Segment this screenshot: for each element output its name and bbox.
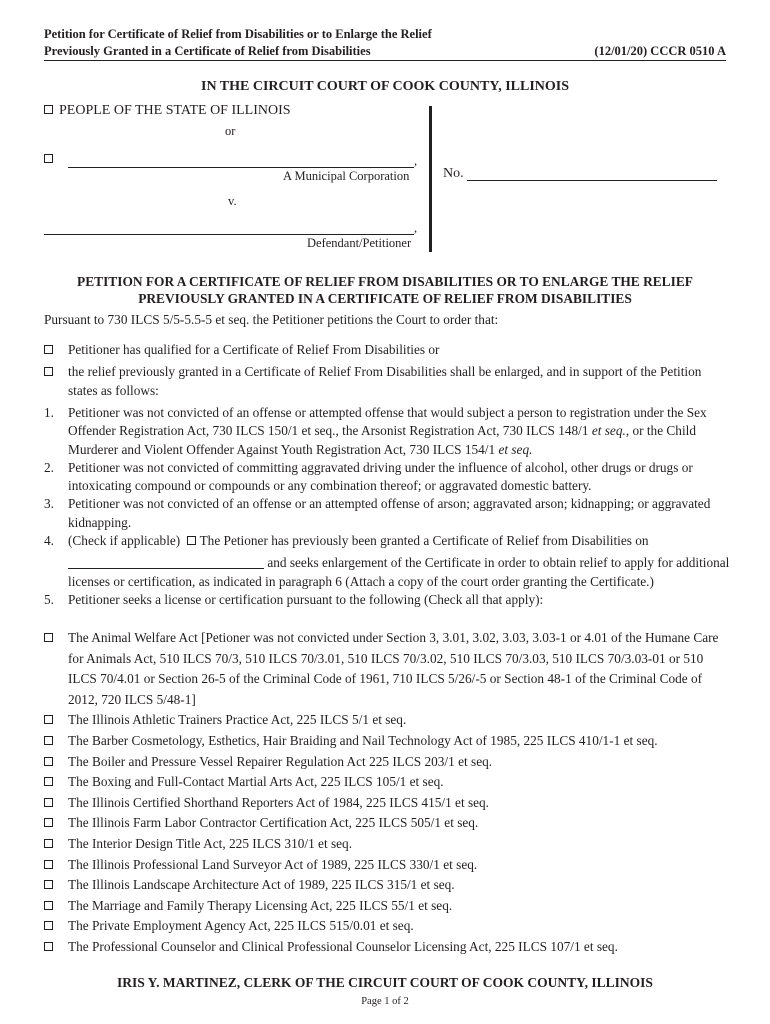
- item-4-text-b: and seeks enlargement of the Certificate in order to obtain relief to apply for additional licenses or certification, as indicated in paragraph 6 (Attach a copy of the court order granting the Certificate.): [68, 555, 730, 589]
- act-checkbox[interactable]: [44, 798, 53, 807]
- item-3-number: 3.: [44, 496, 54, 512]
- petition-options: [44, 340, 730, 401]
- act-label: The Professional Counselor and Clinical Professional Counselor Licensing Act, 225 ILCS 107/1 et seq.: [68, 938, 618, 954]
- act-checkbox[interactable]: [44, 860, 53, 869]
- item-4: [44, 532, 730, 591]
- item-4-number: 4.: [44, 533, 54, 549]
- act-label: The Illinois Farm Labor Contractor Certification Act, 225 ILCS 505/1 et seq.: [68, 815, 479, 831]
- act-label: The Illinois Athletic Trainers Practice Act, 225 ILCS 5/1 et seq.: [68, 712, 407, 728]
- item-1-et-seq: et seq.: [591, 423, 626, 439]
- act-checkbox[interactable]: [44, 901, 53, 910]
- item-1-text-b: , or the Child Murderer and Violent Offender Against Youth Registration Act, 730 ILCS 154/1: [68, 423, 696, 457]
- clerk-footer: IRIS Y. MARTINEZ, CLERK OF THE CIRCUIT COURT OF COOK COUNTY, ILLINOIS: [117, 975, 653, 990]
- header-divider: [44, 60, 726, 61]
- petition-title: [0, 273, 770, 307]
- case-number-label: No.: [443, 166, 464, 181]
- option-enlarge[interactable]: [44, 362, 730, 400]
- case-number-field[interactable]: [467, 180, 717, 181]
- people-label: PEOPLE OF THE STATE OF ILLINOIS: [59, 103, 291, 118]
- defendant-label: Defendant/Petitioner: [307, 236, 412, 250]
- act-checkbox[interactable]: [44, 715, 53, 724]
- form-title-line1: Petition for Certificate of Relief from Disabilities or to Enlarge the Relief: [44, 27, 432, 41]
- item-1-et-seq-2: et seq.: [498, 441, 533, 457]
- defendant-name-field[interactable]: [44, 234, 414, 235]
- option-qualified[interactable]: [44, 340, 730, 359]
- form-title: [44, 26, 432, 60]
- act-label: The Boiler and Pressure Vessel Repairer Regulation Act 225 ILCS 203/1 et seq.: [68, 753, 493, 769]
- caption-comma-2: ,: [414, 221, 418, 235]
- caption-divider: [429, 106, 432, 252]
- act-label: The Marriage and Family Therapy Licensing Act, 225 ILCS 55/1 et seq.: [68, 897, 453, 913]
- act-checkbox[interactable]: [44, 921, 53, 930]
- act-option[interactable]: [44, 896, 730, 917]
- act-option[interactable]: [44, 855, 730, 876]
- qualified-checkbox[interactable]: [44, 345, 53, 354]
- item-1: [44, 404, 730, 459]
- act-label: The Illinois Certified Shorthand Reporters Act of 1984, 225 ILCS 415/1 et seq.: [68, 794, 490, 810]
- act-option[interactable]: [44, 752, 730, 773]
- act-label: The Barber Cosmetology, Esthetics, Hair Braiding and Nail Technology Act of 1985, 225 ILCS 410/1-1 et seq.: [68, 732, 658, 748]
- petition-intro: Pursuant to 730 ILCS 5/5-5.5-5 et seq. the Petitioner petitions the Court to order that:: [44, 312, 499, 327]
- act-checkbox[interactable]: [44, 818, 53, 827]
- item-5-text: Petitioner seeks a license or certification pursuant to the following (Check all that apply):: [68, 591, 544, 607]
- act-option[interactable]: [44, 628, 730, 710]
- item-2-number: 2.: [44, 459, 54, 475]
- item-4-text-a: The Petioner has previously been granted a Certificate of Relief from Disabilities on: [199, 533, 649, 549]
- municipal-option[interactable]: [44, 152, 59, 168]
- act-checkbox[interactable]: [44, 757, 53, 766]
- court-heading: IN THE CIRCUIT COURT OF COOK COUNTY, ILLINOIS: [201, 79, 569, 94]
- act-label: The Private Employment Agency Act, 225 ILCS 515/0.01 et seq.: [68, 918, 414, 934]
- enlarge-checkbox[interactable]: [44, 367, 53, 376]
- or-text: or: [225, 124, 236, 138]
- numbered-items: [44, 404, 730, 609]
- act-checkbox[interactable]: [44, 777, 53, 786]
- item-1-text-a: Petitioner was not convicted of an offense or attempted offense that would subject a person to registration under the Sex Offender Registration Act, 730 ILCS 150/1 et seq., the Arsonist Registration Act, 730 ILCS 148/1: [68, 405, 707, 439]
- act-checkbox[interactable]: [44, 633, 53, 642]
- municipal-label: A Municipal Corporation: [283, 169, 410, 183]
- act-checkbox[interactable]: [44, 880, 53, 889]
- item-1-number: 1.: [44, 405, 54, 420]
- item-3-text: Petitioner was not convicted of an offense or an attempted offense of arson; aggravated arson; kidnapping; or aggravated kidnapping.: [68, 496, 711, 530]
- page-number: Page 1 of 2: [361, 996, 409, 1007]
- item-4-checkbox[interactable]: [187, 536, 196, 545]
- act-label: The Illinois Landscape Architecture Act of 1989, 225 ILCS 315/1 et seq.: [68, 877, 455, 893]
- act-option[interactable]: [44, 731, 730, 752]
- act-label: The Interior Design Title Act, 225 ILCS 310/1 et seq.: [68, 835, 353, 851]
- item-4-check-label: (Check if applicable): [68, 533, 181, 549]
- act-label: The Illinois Professional Land Surveyor Act of 1989, 225 ILCS 330/1 et seq.: [68, 856, 478, 872]
- item-2: [44, 459, 730, 496]
- people-checkbox[interactable]: [44, 105, 53, 114]
- act-option[interactable]: [44, 710, 730, 731]
- act-label: The Animal Welfare Act [Petioner was not convicted under Section 3, 3.01, 3.02, 3.03, 3.03-1 or 4.01 of the Humane Care for Animals Act, 510 ILCS 70/3, 510 ILCS 70/3.01, 510 ILCS 70/3.02, 510 ILCS 70/3.03, 510 ILCS 70/3.03-01 or 510 ILCS 70/4.01 or Section 26-5 of the Criminal Code of 1961, 710 ILCS 5/26/-5 or Section 48-1 of the Criminal Code of 2012, 720 ILCS 5/48-1]: [68, 630, 719, 707]
- act-option[interactable]: [44, 772, 730, 793]
- act-checkbox[interactable]: [44, 839, 53, 848]
- versus-text: v.: [228, 194, 237, 208]
- people-option[interactable]: [44, 103, 291, 119]
- act-option[interactable]: [44, 875, 730, 896]
- form-code: (12/01/20) CCCR 0510 A: [594, 44, 726, 58]
- petition-title-line1: PETITION FOR A CERTIFICATE OF RELIEF FROM DISABILITIES OR TO ENLARGE THE RELIEF: [77, 274, 693, 289]
- act-checkbox[interactable]: [44, 736, 53, 745]
- petition-title-line2: PREVIOUSLY GRANTED IN A CERTIFICATE OF RELIEF FROM DISABILITIES: [138, 291, 632, 306]
- item-5-number: 5.: [44, 591, 54, 607]
- acts-checklist: [44, 628, 730, 958]
- act-option[interactable]: [44, 813, 730, 834]
- act-option[interactable]: [44, 937, 730, 958]
- act-option[interactable]: [44, 916, 730, 937]
- option-enlarge-text: the relief previously granted in a Certificate of Relief From Disabilities shall be enlarged, and in support of the Petition states as follows:: [68, 364, 702, 399]
- item-2-text: Petitioner was not convicted of committing aggravated driving under the influence of alcohol, other drugs or drugs or intoxicating compound or compounds or any combination thereof; or aggravated domestic battery.: [68, 459, 693, 494]
- act-checkbox[interactable]: [44, 942, 53, 951]
- act-option[interactable]: [44, 834, 730, 855]
- option-qualified-text: Petitioner has qualified for a Certificate of Relief From Disabilities or: [68, 342, 440, 357]
- item-5: [44, 591, 730, 609]
- act-option[interactable]: [44, 793, 730, 814]
- municipal-name-field[interactable]: [68, 167, 414, 168]
- form-title-line2: Previously Granted in a Certificate of Relief from Disabilities: [44, 44, 371, 58]
- prior-certificate-date-field[interactable]: [68, 556, 264, 569]
- item-3: [44, 495, 730, 532]
- act-label: The Boxing and Full-Contact Martial Arts Act, 225 ILCS 105/1 et seq.: [68, 774, 444, 790]
- caption-comma-1: ,: [414, 154, 418, 168]
- municipal-checkbox[interactable]: [44, 154, 53, 163]
